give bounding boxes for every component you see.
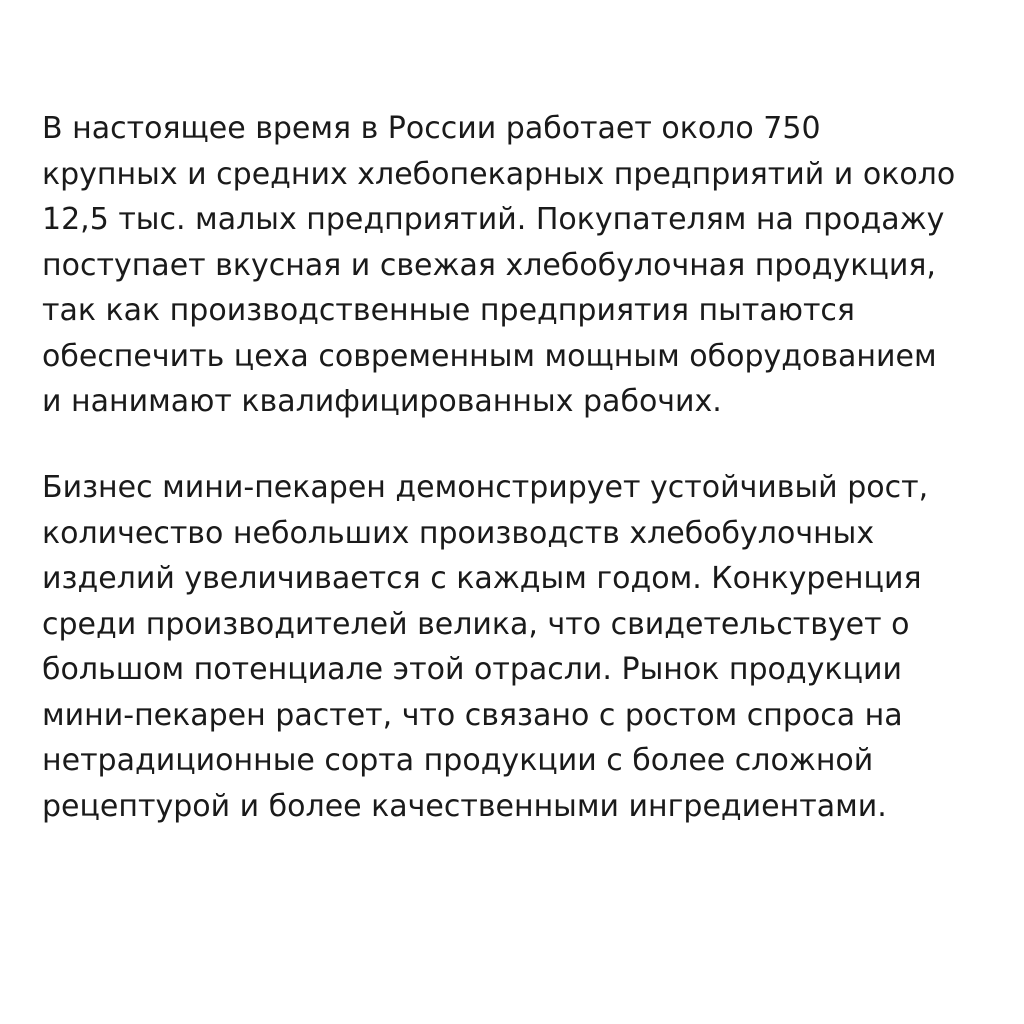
text-line: изделий увеличивается с каждым годом. Конкуренция (42, 561, 922, 596)
text-line: поступает вкусная и свежая хлебобулочная продукция, (42, 247, 936, 283)
text-line: и нанимают квалифицированных рабочих. (42, 384, 722, 419)
text-line: обеспечить цеха современным мощным оборудованием (42, 338, 937, 374)
paragraph-industry-overview (42, 106, 1002, 425)
text-line: большом потенциале этой отрасли. Рынок продукции (42, 652, 902, 687)
text-line: рецептурой и более качественными ингредиентами. (42, 788, 887, 824)
text-line: В настоящее время в России работает около 750 (42, 111, 821, 146)
text-line: Бизнес мини-пекарен демонстрирует устойчивый рост, (42, 470, 929, 505)
text-line: так как производственные предприятия пытаются (42, 293, 855, 328)
text-line: крупных и средних хлебопекарных предприятий и около (42, 156, 956, 192)
text-line: мини-пекарен растет, что связано с ростом спроса на (42, 697, 903, 733)
paragraph-mini-bakery-business (42, 465, 1002, 829)
text-line: среди производителей велика, что свидетельствует о (42, 606, 910, 642)
text-line: количество небольших производств хлебобулочных (42, 515, 875, 551)
text-line: нетрадиционные сорта продукции с более сложной (42, 743, 874, 778)
text-line: 12,5 тыс. малых предприятий. Покупателям на продажу (42, 202, 945, 237)
